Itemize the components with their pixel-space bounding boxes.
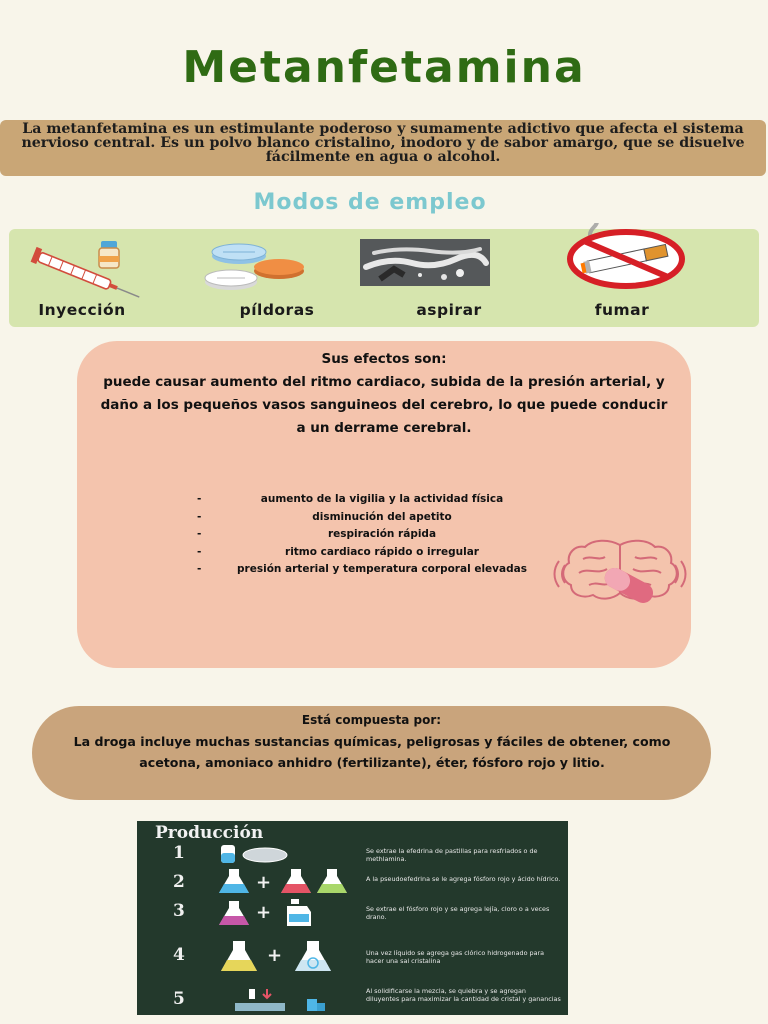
list-item	[197, 544, 537, 562]
list-item-text: disminución del apetito	[312, 510, 452, 523]
flask-purple-icon	[217, 899, 251, 927]
step-description: Al solidificarse la mezcla, se quiebra y se agregan diluyentes para maximizar la cantidad de cristal y ganancias	[366, 987, 561, 1003]
production-title: Producción	[155, 823, 264, 843]
step-number: 3	[173, 901, 185, 921]
plus-icon: +	[256, 872, 272, 893]
effects-list	[197, 491, 537, 579]
crystal-tray-icon	[223, 985, 333, 1015]
modes-panel	[9, 229, 759, 327]
flask-blue-icon	[217, 867, 251, 895]
list-item	[197, 509, 537, 527]
bullet-marker: -	[197, 528, 202, 540]
bullet-marker: -	[197, 563, 202, 575]
step-description: A la pseudoefedrina se le agrega fósforo rojo y ácido hídrico.	[366, 875, 561, 883]
intro-text: La metanfetamina es un estimulante poderoso y sumamente adictivo que afecta el sistema nervioso central. Es un polvo blanco cristalino, inodoro y de sabor amargo, que se disuelve fácilmente en agua o alcohol.	[21, 121, 745, 165]
bleach-bottle-icon	[283, 898, 315, 928]
plus-icon: +	[267, 945, 283, 966]
mode-label-smoke: fumar	[594, 301, 650, 319]
no-smoking-icon	[564, 223, 689, 289]
step-description: Una vez líquido se agrega gas clórico hidrogenado para hacer una sal cristalina	[366, 949, 545, 965]
composition-panel	[32, 706, 711, 800]
flask-gas-icon	[293, 939, 333, 973]
list-item-text: ritmo cardiaco rápido o irregular	[285, 545, 479, 558]
list-item	[197, 561, 537, 579]
list-item-text: aumento de la vigilia y la actividad física	[260, 493, 504, 505]
step-number: 5	[173, 989, 185, 1009]
list-item	[197, 491, 537, 509]
step-description: Se extrae la efedrina de pastillas para resfriados o de methlamina.	[366, 847, 538, 863]
mode-label-injection: Inyección	[38, 301, 126, 319]
pills-icon	[201, 241, 311, 297]
modes-title: Modos de empleo	[253, 190, 487, 215]
vial-and-dish-icon	[219, 843, 289, 865]
bullet-marker: -	[197, 545, 202, 558]
flask-green-icon	[315, 867, 349, 895]
syringe-icon	[27, 239, 147, 301]
effects-panel	[77, 341, 691, 668]
composition-text: La droga incluye muchas sustancias químicas, peligrosas y fáciles de obtener, como acetona, amoniaco anhidro (fertilizante), éter, fósforo rojo y litio.	[73, 734, 671, 770]
flask-red-icon	[279, 867, 313, 895]
intro-banner	[0, 120, 766, 176]
bullet-marker: -	[197, 493, 202, 505]
effects-title: Sus efectos son:	[321, 351, 447, 367]
composition-title: Está compuesta por:	[301, 713, 442, 727]
plus-icon: +	[256, 902, 272, 923]
step-description: Se extrae el fósforo rojo y se agrega lejía, cloro o a veces drano.	[366, 905, 550, 921]
powder-lines-icon	[360, 239, 490, 286]
mode-label-snort: aspirar	[416, 301, 482, 319]
mode-label-pills: píldoras	[239, 301, 315, 319]
list-item-text: respiración rápida	[327, 528, 437, 540]
list-item-text: presión arterial y temperatura corporal elevadas	[237, 563, 527, 575]
step-number: 4	[173, 945, 185, 965]
step-number: 1	[173, 843, 185, 863]
flask-yellow-icon	[219, 939, 259, 973]
step-number: 2	[173, 872, 185, 892]
bullet-marker: -	[197, 510, 202, 523]
production-panel	[137, 821, 568, 1015]
list-item	[197, 526, 537, 544]
page-title: Metanfetamina	[182, 42, 586, 93]
effects-text: puede causar aumento del ritmo cardiaco, subida de la presión arterial, y daño a los pequeños vasos sanguineos del cerebro, lo que puede conducir a un derrame cerebral.	[100, 374, 668, 436]
brain-pill-icon	[553, 537, 687, 607]
